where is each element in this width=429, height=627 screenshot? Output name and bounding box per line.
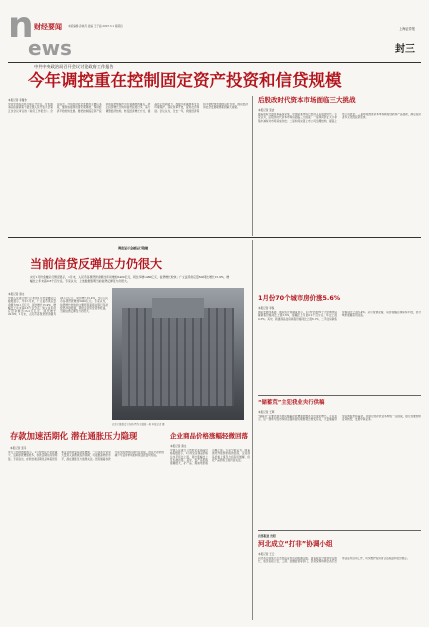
- logo-small-letters: ews: [28, 36, 72, 60]
- enterprise-headline: 企业商品价格涨幅轻微回落: [170, 432, 248, 440]
- banner-byline: 本报记者 商文: [8, 293, 25, 296]
- masthead-rule: [8, 62, 421, 63]
- bottom-right-byline: 本报记者 王云: [258, 553, 275, 556]
- bank-building-photo: [112, 288, 244, 420]
- side-byline: 本报记者 张洁: [258, 109, 275, 112]
- page-name: 封三: [395, 44, 415, 55]
- right-lower-body: [258, 415, 421, 527]
- right-mid-body-text: 国家发展改革委、国家统计局调查显示，1月份全国70个大中城市房屋销售价格同比上涨5.6%，涨幅比上月低0.2个百分点；环比上涨0.3%。其中，新建商品住房销售价格同比上涨6.1%，二手住房销售价格同比上涨5.4%。从月度情况看，房价涨幅总体保持平稳，部分城市涨幅有所回落。: [258, 311, 421, 321]
- banner-label: 调查显示金融运行稳健: [118, 246, 149, 250]
- side-body-text: 随着股权分置改革基本完成，中国资本市场已经进入后股改时代。专家认为，后股改时代资本市场将面临三大挑战：一是如何防止大小非集中减持对市场造成冲击；二是如何完善上市公司治理结构，提高上市公司质量；三是如何推进资本市场制度创新和产品创新，满足投资者多元化的投资需求。: [258, 113, 421, 123]
- bottom-right-kicker: 首部报道 贵阳: [258, 534, 276, 538]
- right-mid-headline: 1月份70个城市房价涨5.6%: [258, 294, 341, 302]
- paper-label: 上海证券报: [399, 27, 415, 31]
- right-rule-2: [258, 530, 421, 531]
- lead-kicker: 中共中央政治局召开会议讨论政府工作报告: [34, 64, 114, 69]
- right-rule-1: [258, 395, 421, 396]
- masthead: [0, 0, 429, 70]
- right-lower-headline: “储蓄荒”主犯我业央行供稿: [258, 400, 325, 406]
- lead-byline: 本报记者 李雁争: [8, 99, 27, 102]
- right-mid-byline: 本报记者 李锐: [258, 307, 275, 310]
- lead-body: [8, 103, 248, 233]
- bottom-right-body-text: 河北省日前成立打击非法证券活动协调小组，由省政府分管领导任组长，成员包括公安、工商、金融监管等部门，负责统筹协调全省打击非法证券活动工作，切实维护投资者合法权益和社会稳定。: [258, 557, 410, 564]
- lower-left-headline: 存款加速活期化 潜在通胀压力隐现: [10, 431, 138, 441]
- paper-name: 财经要闻: [34, 23, 62, 31]
- section-rule: [8, 237, 421, 238]
- lower-left-byline: 本报记者 张韦: [10, 447, 27, 450]
- side-body: [258, 113, 421, 235]
- column-divider-right: [252, 240, 253, 620]
- lower-left-body: [8, 451, 164, 619]
- enterprise-body-text: 中国人民银行公布的企业商品价格指数显示，1月份企业商品价格总水平环比上涨，同比涨幅比上月轻微回落。其中，农产品价格涨幅较大，矿产品、煤油电价格小幅上涨。专家分析认为，随着国内外能源价格的回落，企业商品价格上涨压力将有所缓解，但农产品价格上涨仍需关注。: [170, 449, 250, 466]
- enterprise-body: [170, 449, 250, 619]
- logo-big-letter: n: [8, 5, 34, 46]
- banner-deck: 央行1月份金融运行情况显示，1月末，人民币各项贷款余额比年初增加5400亿元，同比多增1480亿元，信贷增长较快；广义货币供应量M2同比增长15.9%，增幅比上年末高0.8个百分点。专家认为，上述数据表明当前信贷反弹压力仍很大。: [30, 275, 230, 283]
- edition-info: 本版编辑 孙晓丹 美编 王子涵 2007.3.1 星期四: [68, 25, 123, 28]
- lead-headline: 今年调控重在控制固定资产投资和信贷规模: [28, 71, 342, 90]
- side-headline: 后股改时代资本市场面临三大挑战: [258, 96, 356, 104]
- bottom-right-body: [258, 557, 421, 621]
- bottom-right-headline: 河北成立“打非”协调小组: [258, 540, 333, 548]
- right-lower-byline: 本报记者 王辉: [258, 411, 275, 414]
- banner-headline: 当前信贷反弹压力仍很大: [30, 257, 163, 271]
- banner-body: [8, 297, 108, 425]
- right-lower-body-text: “储蓄荒”主要表现为居民储蓄存款增速放缓甚至出现负增长。专家表示，这一现象与股市持续走强和居民理财观念转变有关，大量储蓄资金流向股市和基金，对银行的存款业务构成一定挑战，银行需要加快业务转型，发展中间业务。: [258, 415, 421, 422]
- enterprise-byline: 本报记者 商文: [170, 445, 187, 448]
- right-mid-body: [258, 311, 421, 393]
- lower-left-body-text: 央行公布的数据显示，1月份居民户存款减少，活期存款增加较多，存款活期化趋势明显。专家指出，存款加速活期化意味着居民和企业的资金流动性增强，一旦这部分资金大量进入消费或投资领域，可能推高物价水平，潜在通胀压力值得关注。居民储蓄存款分流至股市的趋势仍在延续，居民户存款的减少与证券市场的持续活跃密切相关。: [8, 451, 164, 461]
- photo-caption: 北京金融街资金充裕 图为金融街一景 本报记者 摄: [112, 423, 165, 426]
- column-divider: [252, 96, 253, 236]
- lead-body-text: 中共中央政治局日前召开会议，讨论国务院拟提请第十届全国人民代表大会第五次会议审议的《政府工作报告》。会议指出，今年经济社会发展的主要任务是，继续加强和改善宏观调控，保持经济平稳较快发展。要把控制固定资产投资和信贷规模作为宏观调控的重点，防止投资增长过快和信贷投放过多，着力调整经济结构，转变经济增长方式，提高自主创新能力，加强节能减排和生态环境保护，深化改革开放，促进社会和谐。会议认为，过去一年，我国经济保持平稳较快发展的良好态势，国民经济和社会发展取得新的重大成就。: [8, 103, 248, 113]
- banner-body-text: 中国人民银行昨日公布的1月份金融运行数据显示，今年1月末，广义货币供应量余额为35.1万亿元，同比增长15.9%，增幅比上年末高0.8个百分点；狭义货币供应量余额为13.2万亿元，同比增长20.9%；1月末，人民币各项贷款余额为23.1万亿元，同比增长15.4%，当月人民币各项贷款增加5400亿元。专家认为，信贷增长较快的主要原因是商业银行年初放贷冲动较强，同时企业资金需求旺盛，当前信贷反弹压力仍很大。: [8, 297, 108, 317]
